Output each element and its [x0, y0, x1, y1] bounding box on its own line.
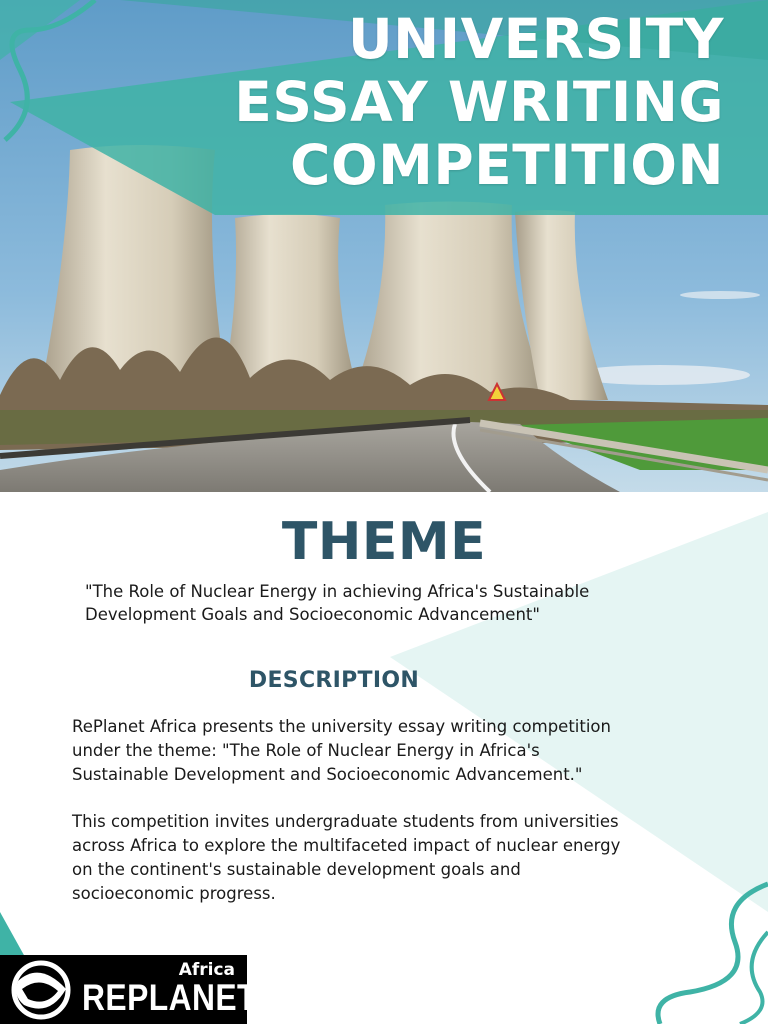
planet-logo-icon	[10, 959, 74, 1021]
title-line: ESSAY WRITING	[234, 70, 724, 134]
replanet-africa-logo	[0, 955, 257, 1024]
theme-heading: THEME	[281, 512, 487, 572]
hero-banner	[0, 0, 768, 492]
content-section	[0, 492, 768, 1024]
description-paragraph-1	[72, 715, 712, 787]
paragraph-line: RePlanet Africa presents the university essay writing competition	[72, 717, 611, 736]
title-line: UNIVERSITY	[347, 7, 724, 71]
description-paragraph-2	[72, 810, 712, 906]
paragraph-line: across Africa to explore the multifaceted impact of nuclear energy	[72, 836, 621, 855]
paragraph-line: on the continent's sustainable development goals and	[72, 860, 521, 879]
paragraph-line: under the theme: "The Role of Nuclear Energy in Africa's	[72, 741, 540, 760]
paragraph-line: Sustainable Development and Socioeconomic Advancement."	[72, 765, 583, 784]
title-line: COMPETITION	[290, 133, 724, 197]
logo-wordmark: REPLANET	[82, 977, 257, 1018]
quote-line: "The Role of Nuclear Energy in achieving Africa's Sustainable	[85, 582, 590, 601]
paragraph-line: This competition invites undergraduate students from universities	[72, 812, 619, 831]
description-heading: DESCRIPTION	[248, 668, 420, 693]
paragraph-line: socioeconomic progress.	[72, 884, 276, 903]
logo-region: Africa	[178, 960, 235, 980]
theme-quote	[85, 580, 725, 626]
quote-line: Development Goals and Socioeconomic Advancement"	[85, 605, 540, 624]
competition-title	[234, 8, 724, 197]
